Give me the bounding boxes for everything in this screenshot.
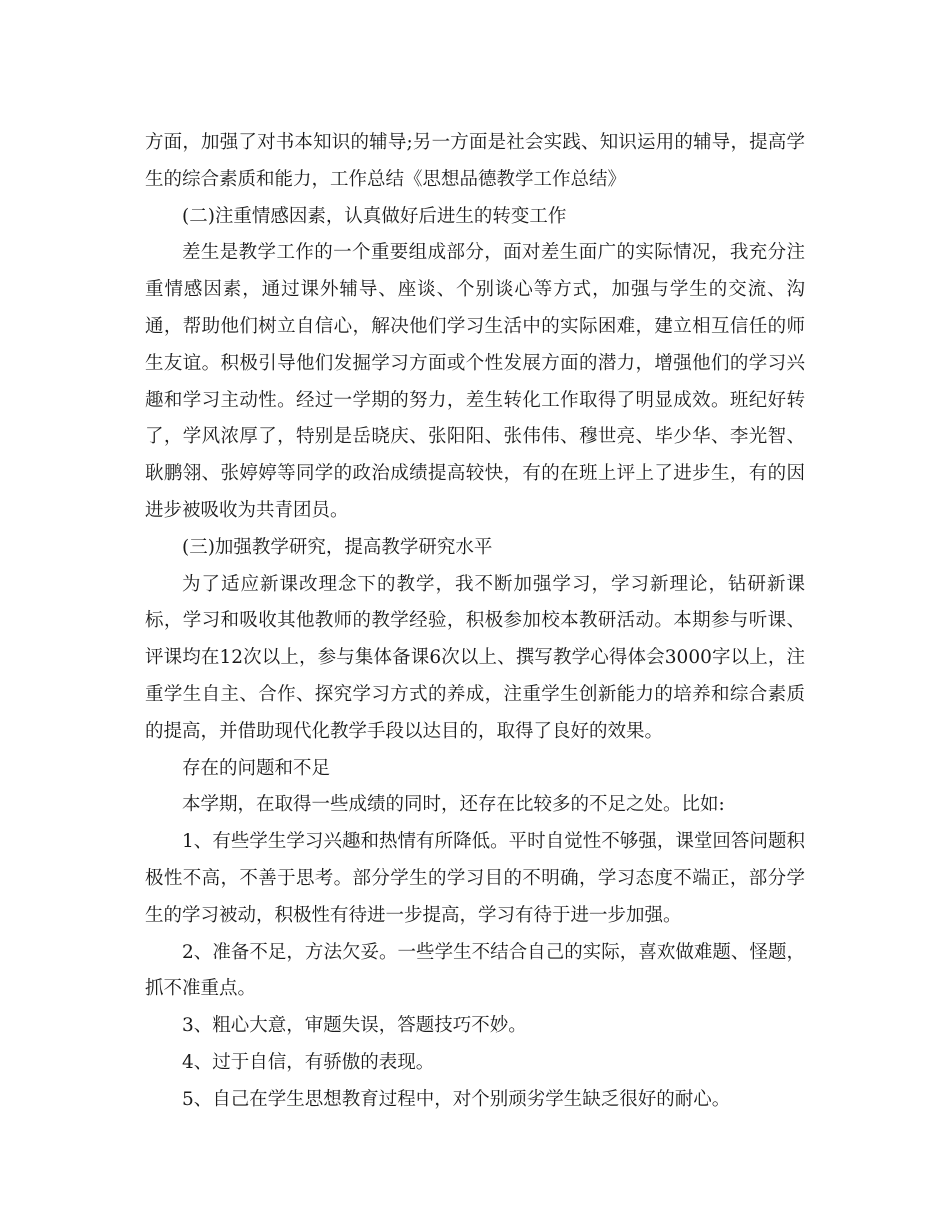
list-item-2: 2、准备不足，方法欠妥。一些学生不结合自己的实际，喜欢做难题、怪题，抓不准重点。 bbox=[145, 941, 805, 1000]
list-item-1: 1、有些学生学习兴趣和热情有所降低。平时自觉性不够强，课堂回答问题积极性不高，不善于思考。部分学生的学习目的不明确，学习态度不端正，部分学生的学习被动，积极性有待进一步提高，学习有待于进一步加强。 bbox=[145, 831, 805, 926]
paragraph-underachievers: 差生是教学工作的一个重要组成部分，面对差生面广的实际情况，我充分注重情感因素，通过课外辅导、座谈、个别谈心等方式，加强与学生的交流、沟通，帮助他们树立自信心，解决他们学习生活中的实际困难，建立相互信任的师生友谊。积极引导他们发掘学习方面或个性发展方面的潜力，增强他们的学习兴趣和学习主动性。经过一学期的努力，差生转化工作取得了明显成效。班纪好转了，学风浓厚了，特别是岳晓庆、张阳阳、张伟伟、穆世亮、毕少华、李光智、耿鹏翎、张婷婷等同学的政治成绩提高较快，有的在班上评上了进步生，有的因进步被吸收为共青团员。 bbox=[145, 242, 805, 521]
list-item-3: 3、粗心大意，审题失误，答题技巧不妙。 bbox=[182, 1015, 527, 1037]
section-heading-3: (三)加强教学研究，提高教学研究水平 bbox=[182, 536, 493, 558]
section-heading-problems: 存在的问题和不足 bbox=[182, 757, 331, 779]
list-item-4: 4、过于自信，有骄傲的表现。 bbox=[182, 1051, 435, 1073]
document-body bbox=[145, 125, 805, 1119]
section-heading-2: (二)注重情感因素，认真做好后进生的转变工作 bbox=[182, 205, 567, 227]
paragraph-teaching-research: 为了适应新课改理念下的教学，我不断加强学习，学习新理论，钻研新课标，学习和吸收其他教师的教学经验，积极参加校本教研活动。本期参与听课、评课均在12次以上，参与集体备课6次以上、撰写教学心得体会3000字以上，注重学生自主、合作、探究学习方式的养成，注重学生创新能力的培养和综合素质的提高，并借助现代化教学手段以达目的，取得了良好的效果。 bbox=[145, 573, 805, 742]
paragraph-problems-intro: 本学期，在取得一些成绩的同时，还存在比较多的不足之处。比如: bbox=[182, 794, 725, 816]
paragraph-continuation: 方面，加强了对书本知识的辅导;另一方面是社会实践、知识运用的辅导，提高学生的综合素质和能力，工作总结《思想品德教学工作总结》 bbox=[145, 132, 805, 190]
list-item-5: 5、自己在学生思想教育过程中，对个别顽劣学生缺乏很好的耐心。 bbox=[182, 1088, 731, 1110]
